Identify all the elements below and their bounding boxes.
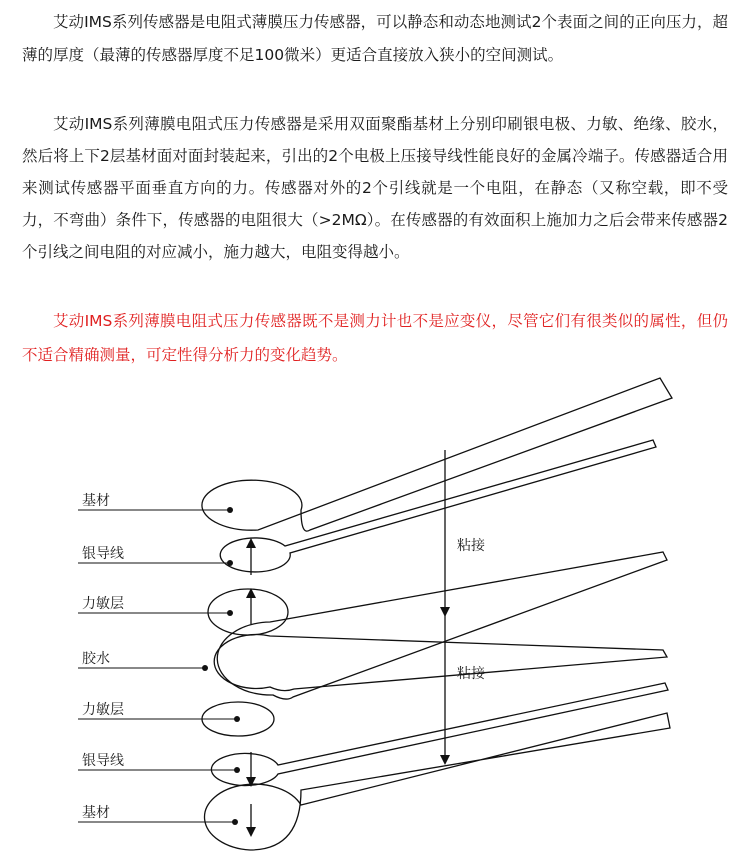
label-substrate-bottom: 基材	[82, 805, 110, 821]
bottom-substrate-layer	[205, 713, 670, 850]
dot-silver-bottom	[234, 767, 240, 773]
dot-substrate-top	[227, 507, 233, 513]
label-silver-bottom: 银导线	[82, 753, 124, 769]
label-adhesive: 胶水	[82, 651, 110, 667]
top-force-sensitive-layer	[208, 589, 288, 635]
dot-silver-top	[227, 560, 233, 566]
dot-adhesive	[202, 665, 208, 671]
disclaimer-paragraph: 艾动IMS系列薄膜电阻式压力传感器既不是测力计也不是应变仪，尽管它们有很类似的属性，但仍不适合精确测量，可定性得分析力的变化趋势。	[22, 312, 728, 364]
dot-force-bottom	[234, 716, 240, 722]
label-silver-top: 银导线	[82, 546, 124, 562]
sensor-layer-diagram	[0, 360, 750, 866]
structure-paragraph: 艾动IMS系列薄膜电阻式压力传感器是采用双面聚酯基材上分别印刷银电极、力敏、绝缘、胶水，然后将上下2层基材面对面封装起来，引出的2个电极上压接导线性能良好的金属冷端子。传感器适合用来测试传感器平面垂直方向的力。传感器对外的2个引线就是一个电阻，在静态（又称空载，即不受力，不弯曲）条件下，传感器的电阻很大（>2MΩ）。在传感器的有效面积上施加力之后会带来传感器2个引线之间电阻的对应减小，施力越大，电阻变得越小。	[22, 115, 728, 261]
top-silver-trace	[220, 440, 656, 572]
adhesive-layer	[217, 552, 667, 699]
label-bond-bottom: 粘接	[457, 666, 485, 682]
dot-substrate-bottom	[232, 819, 238, 825]
label-force-top: 力敏层	[82, 596, 124, 612]
label-bond-top: 粘接	[457, 538, 485, 554]
dot-force-top	[227, 610, 233, 616]
intro-paragraph: 艾动IMS系列传感器是电阻式薄膜压力传感器，可以静态和动态地测试2个表面之间的正向压力，超薄的厚度（最薄的传感器厚度不足100微米）更适合直接放入狭小的空间测试。	[22, 13, 728, 64]
label-force-bottom: 力敏层	[82, 702, 124, 718]
label-substrate-top: 基材	[82, 493, 110, 509]
